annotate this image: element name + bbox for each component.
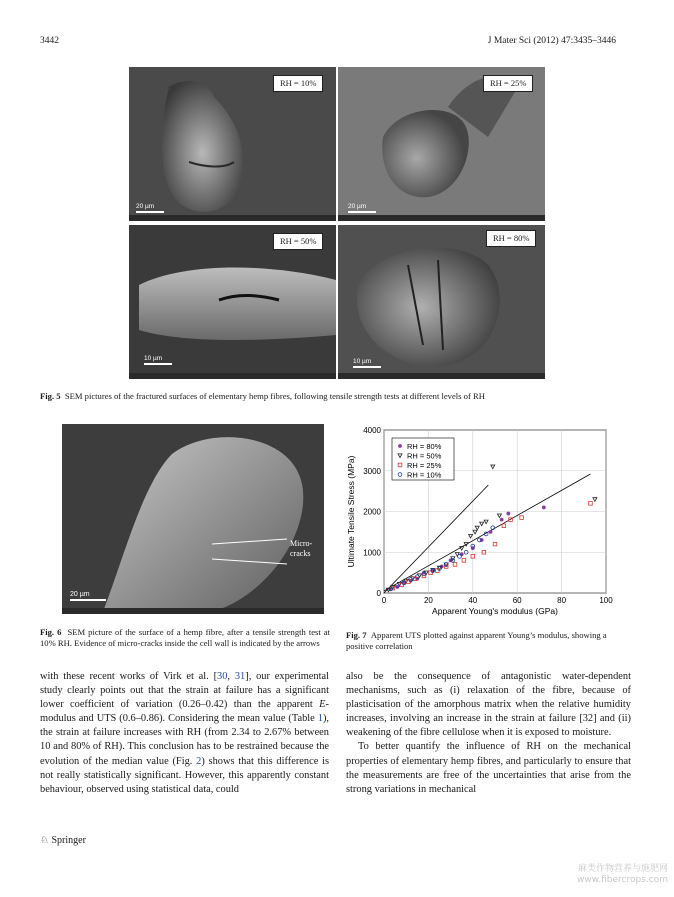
y-tick-label: 0 (376, 589, 381, 598)
panel-label: RH = 50% (273, 233, 323, 250)
x-tick-label: 20 (423, 596, 433, 605)
panel-label: RH = 25% (483, 75, 533, 92)
sem-panel-rh10 (129, 67, 336, 221)
data-point (500, 518, 504, 522)
fig7-scatter-chart (342, 420, 632, 620)
panel-label: RH = 10% (273, 75, 323, 92)
micro-cracks-annotation: Micro- cracks (290, 539, 313, 558)
fig6-sem-image (62, 424, 324, 614)
left-column-text: with these recent works of Virk et al. [30, 31], our experimental study clearly points out that the strain at failure has a significant lower coefficient of variation (0.26–0.42) than the apparent E-modulus and UTS (0.6–0.86). Considering the mean value (Table 1), the strain at failure increases with RH (from 2.34 to 2.67% between 10 and 80% of RH). This conclusion has to be restrained because the evolution of the median value (Fig. 2) shows that this difference is not really statistically significant. However, this apparently constant behaviour, observed using statistical data, could (40, 671, 330, 795)
sem-info-strip (129, 373, 336, 379)
sem-info-strip (338, 373, 545, 379)
y-tick-label: 4000 (363, 426, 381, 435)
y-axis-label: Ultimate Tensile Stress (MPa) (346, 455, 356, 568)
running-header: J Mater Sci (2012) 47:3435–3446 (487, 36, 616, 46)
legend-label: RH = 50% (407, 451, 442, 461)
fig5-caption: Fig. 5 SEM pictures of the fractured surfaces of elementary hemp fibres, following tensile strength tests at different levels of RH (40, 391, 485, 401)
data-point (506, 512, 510, 516)
sem-info-strip (338, 215, 545, 221)
x-axis-label: Apparent Young's modulus (GPa) (432, 606, 558, 616)
scale-bar: 10 µm (353, 358, 381, 368)
y-tick-label: 2000 (363, 507, 381, 517)
figure-link[interactable]: 2 (196, 755, 202, 767)
data-point (489, 530, 493, 534)
sem-panel-rh80 (338, 225, 545, 379)
scale-bar: 20 µm (136, 203, 164, 213)
x-tick-label: 80 (557, 596, 567, 605)
sem-info-strip (129, 215, 336, 221)
legend-marker (398, 444, 402, 448)
data-point (542, 506, 546, 510)
legend-label: RH = 80% (407, 442, 442, 451)
citation-link[interactable]: 30 (217, 671, 228, 682)
sem-panel-rh25 (338, 67, 545, 221)
watermark: 麻类作物营养与施肥网 www.fibercrops.com (577, 864, 668, 885)
page-number: 3442 (40, 36, 59, 46)
sem-panel-rh50 (129, 225, 336, 379)
right-column-text (346, 670, 631, 797)
x-tick-label: 40 (468, 596, 478, 605)
paragraph: also be the consequence of antagonistic water-dependent mechanisms, such as (i) relaxation of the fibre, because of plasticisation of the amorphous matrix when the relative humidity increases, involving an increase in the strain at failure [32] and (ii) weakening of the fibre cellulose when it is exposed to moisture. (346, 671, 631, 739)
scale-bar: 20 µm (70, 591, 106, 601)
springer-logo: ♘ Springer (40, 835, 86, 846)
fig7-caption: Fig. 7 Apparent UTS plotted against apparent Young’s modulus, showing a positive correlation (346, 630, 607, 651)
legend-label: RH = 10% (407, 470, 442, 480)
x-tick-label: 60 (512, 596, 522, 605)
table-link[interactable]: 1 (317, 713, 323, 725)
citation-link[interactable]: 31 (234, 671, 246, 682)
y-tick-label: 1000 (363, 548, 381, 558)
scale-bar: 20 µm (348, 203, 376, 213)
sem-info-strip (62, 608, 324, 614)
legend-label: RH = 25% (407, 461, 442, 470)
scale-bar: 10 µm (144, 355, 172, 365)
fig6-caption: Fig. 6 SEM picture of the surface of a hemp fibre, after a tensile strength test at 10% RH. Evidence of micro-cracks inside the cell wall is indicated by the arrows (40, 627, 330, 648)
y-tick-label: 3000 (363, 466, 381, 476)
x-tick-label: 100 (599, 596, 613, 605)
x-tick-label: 0 (381, 596, 387, 605)
springer-horse-icon: ♘ (40, 835, 49, 846)
paragraph: To better quantify the influence of RH on the mechanical properties of elementary hemp fibres, and particularly to ensure that the measurements are free of the uncertainties that arise from the strong variations in mechanical (346, 741, 631, 795)
panel-label: RH = 80% (486, 230, 536, 247)
